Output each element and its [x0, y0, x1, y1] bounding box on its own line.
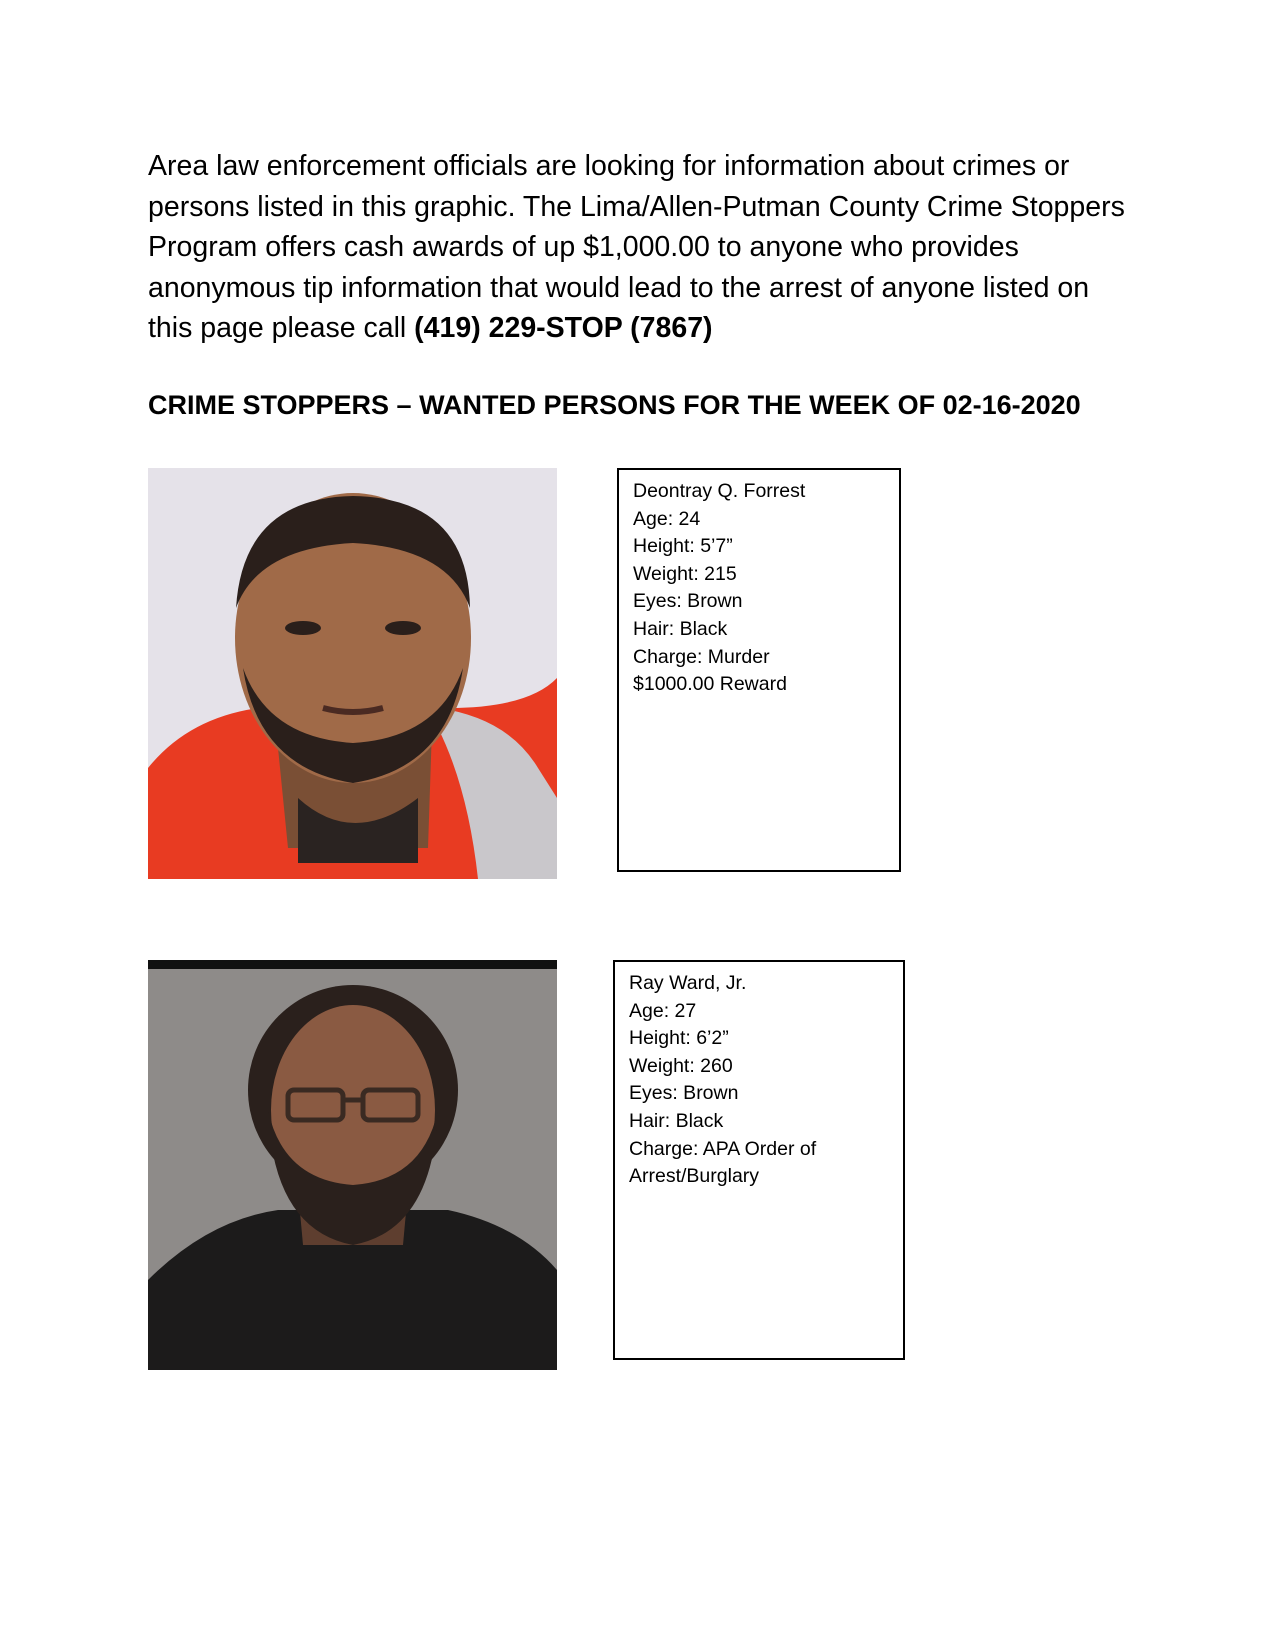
page-heading: CRIME STOPPERS – WANTED PERSONS FOR THE WEEK OF 02-16-2020 [148, 390, 1081, 420]
person-info-box-2 [613, 960, 905, 1360]
person-eyes: Eyes: Brown [633, 590, 743, 613]
person-weight: Weight: 260 [629, 1054, 733, 1077]
person-height: Height: 5’7” [633, 535, 733, 558]
person-height: Height: 6’2” [629, 1027, 729, 1050]
person-name: Ray Ward, Jr. [629, 972, 747, 994]
tip-phone-number: (419) 229-STOP (7867) [414, 312, 713, 344]
person-info-box-1 [617, 468, 901, 872]
person-reward: $1000.00 Reward [633, 673, 787, 696]
person-charge: Charge: APA Order of Arrest/Burglary [629, 1137, 817, 1188]
person-weight: Weight: 215 [633, 562, 737, 585]
person-name: Deontray Q. Forrest [633, 480, 806, 502]
person-hair: Hair: Black [633, 617, 728, 640]
person-hair: Hair: Black [629, 1109, 724, 1132]
intro-paragraph [148, 146, 1128, 349]
person-eyes: Eyes: Brown [629, 1082, 739, 1105]
intro-text: Area law enforcement officials are looking for information about crimes or persons listed in this graphic. The Lima/Allen-Putman County Crime Stoppers Program offers cash awards of up $1,000.00 to anyone who provides anonymous tip information that would lead to the arrest of anyone listed on this page please call [148, 150, 1125, 344]
mugshot-photo-2 [148, 960, 557, 1370]
person-charge: Charge: Murder [633, 645, 770, 668]
person-age: Age: 27 [629, 999, 697, 1022]
person-age: Age: 24 [633, 507, 701, 530]
mugshot-photo-1 [148, 468, 557, 879]
